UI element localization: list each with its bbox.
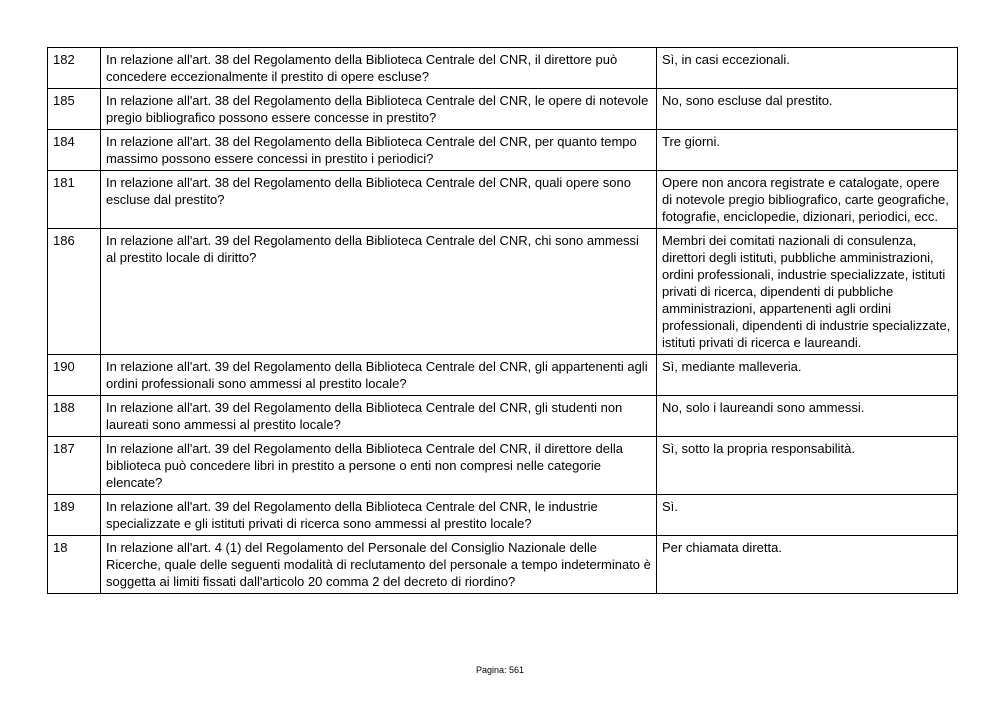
table-row — [48, 89, 958, 130]
answer-text: No, solo i laureandi sono ammessi. — [657, 396, 958, 437]
question-text: In relazione all'art. 39 del Regolamento della Biblioteca Centrale del CNR, le industrie specializzate e gli istituti privati di ricerca sono ammessi al prestito locale? — [101, 495, 657, 536]
answer-text: Sì, in casi eccezionali. — [657, 48, 958, 89]
question-text: In relazione all'art. 38 del Regolamento della Biblioteca Centrale del CNR, le opere di notevole pregio bibliografico possono essere concesse in prestito? — [101, 89, 657, 130]
answer-text: Per chiamata diretta. — [657, 536, 958, 594]
question-text: In relazione all'art. 38 del Regolamento della Biblioteca Centrale del CNR, il direttore può concedere eccezionalmente il prestito di opere escluse? — [101, 48, 657, 89]
question-id: 190 — [48, 355, 101, 396]
question-text: In relazione all'art. 39 del Regolamento della Biblioteca Centrale del CNR, il direttore della biblioteca può concedere libri in prestito a persone o enti non compresi nelle categorie elencate? — [101, 437, 657, 495]
question-text: In relazione all'art. 38 del Regolamento della Biblioteca Centrale del CNR, quali opere sono escluse dal prestito? — [101, 171, 657, 229]
answer-text: Membri dei comitati nazionali di consulenza, direttori degli istituti, pubbliche amministrazioni, ordini professionali, industrie specializzate, istituti privati di ricerca, dipendenti di pubbliche amministrazioni, appartenenti agli ordini professionali, dipendenti di industrie specializzate, istituti privati di ricerca e laureandi. — [657, 229, 958, 355]
answer-text: Sì, sotto la propria responsabilità. — [657, 437, 958, 495]
table-row — [48, 495, 958, 536]
question-id: 184 — [48, 130, 101, 171]
table-row — [48, 355, 958, 396]
question-id: 189 — [48, 495, 101, 536]
answer-text: Sì, mediante malleveria. — [657, 355, 958, 396]
question-id: 181 — [48, 171, 101, 229]
question-id: 182 — [48, 48, 101, 89]
table-row — [48, 536, 958, 594]
question-text: In relazione all'art. 4 (1) del Regolamento del Personale del Consiglio Nazionale delle Ricerche, quale delle seguenti modalità di reclutamento del personale a tempo indeterminato è soggetta ai limiti fissati dall'articolo 20 comma 2 del decreto di riordino? — [101, 536, 657, 594]
question-id: 18 — [48, 536, 101, 594]
question-id: 187 — [48, 437, 101, 495]
question-text: In relazione all'art. 39 del Regolamento della Biblioteca Centrale del CNR, chi sono ammessi al prestito locale di diritto? — [101, 229, 657, 355]
question-table — [47, 47, 958, 594]
question-text: In relazione all'art. 38 del Regolamento della Biblioteca Centrale del CNR, per quanto tempo massimo possono essere concessi in prestito i periodici? — [101, 130, 657, 171]
table-row — [48, 396, 958, 437]
question-text: In relazione all'art. 39 del Regolamento della Biblioteca Centrale del CNR, gli appartenenti agli ordini professionali sono ammessi al prestito locale? — [101, 355, 657, 396]
answer-text: Sì. — [657, 495, 958, 536]
table-row — [48, 437, 958, 495]
question-id: 188 — [48, 396, 101, 437]
table-row — [48, 48, 958, 89]
answer-text: Opere non ancora registrate e catalogate, opere di notevole pregio bibliografico, carte geografiche, fotografie, enciclopedie, dizionari, periodici, ecc. — [657, 171, 958, 229]
page-number: Pagina: 561 — [475, 665, 525, 675]
table-row — [48, 229, 958, 355]
table-row — [48, 171, 958, 229]
question-id: 185 — [48, 89, 101, 130]
table-row — [48, 130, 958, 171]
answer-text: Tre giorni. — [657, 130, 958, 171]
question-id: 186 — [48, 229, 101, 355]
answer-text: No, sono escluse dal prestito. — [657, 89, 958, 130]
question-text: In relazione all'art. 39 del Regolamento della Biblioteca Centrale del CNR, gli studenti non laureati sono ammessi al prestito locale? — [101, 396, 657, 437]
